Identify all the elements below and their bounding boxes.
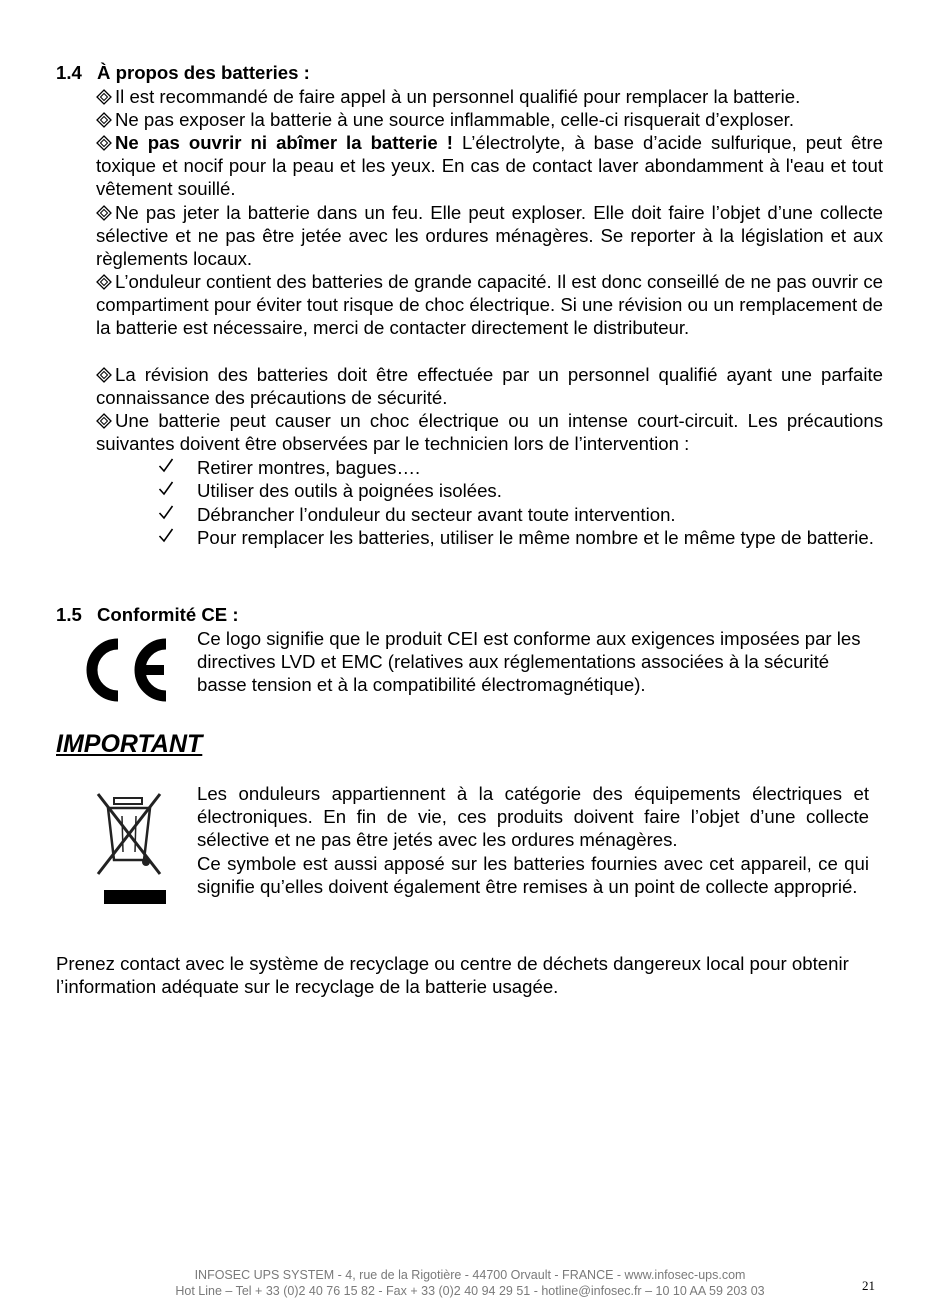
page-number: 21 (862, 1278, 875, 1293)
check-icon (158, 526, 174, 549)
bullet-text: Ne pas exposer la batterie à une source inflammable, celle-ci risquerait d’exploser. (115, 109, 795, 130)
crossed-out-bin-icon (94, 790, 170, 925)
checklist-item: Retirer montres, bagues…. (197, 457, 421, 478)
bullet-item (96, 85, 883, 108)
diamond-arrow-icon (96, 87, 112, 103)
bullet-item (96, 108, 883, 131)
diamond-arrow-icon (96, 203, 112, 219)
footer-line-1: INFOSEC UPS SYSTEM - 4, rue de la Rigotière - 44700 Orvault - FRANCE - www.infosec-ups.com (194, 1268, 746, 1282)
section-1-4-heading (56, 61, 310, 84)
bullet-text: Il est recommandé de faire appel à un personnel qualifié pour remplacer la batterie. (115, 86, 801, 107)
important-heading: IMPORTANT (56, 730, 203, 758)
section-title: Conformité CE : (97, 604, 239, 625)
ce-mark-icon (80, 636, 172, 709)
checklist-item: Utiliser des outils à poignées isolées. (197, 480, 502, 501)
bullet-text: Ne pas jeter la batterie dans un feu. Elle peut exploser. Elle doit faire l’objet d’une collecte sélective et ne pas être jetée avec les ordures ménagères. Se reporter à la législation et aux règlements locaux. (96, 202, 883, 270)
bullet-text: Une batterie peut causer un choc électrique ou un intense court-circuit. Les précautions suivantes doivent être observées par le technicien lors de l’intervention : (96, 410, 883, 455)
checklist-item: Pour remplacer les batteries, utiliser le même nombre et le même type de batterie. (197, 527, 874, 548)
diamond-arrow-icon (96, 133, 112, 149)
bullet-item (96, 270, 883, 340)
bullet-bold-text: Ne pas ouvrir ni abîmer la batterie ! (115, 132, 453, 153)
diamond-arrow-icon (96, 272, 112, 288)
bullet-item (96, 409, 883, 455)
diamond-arrow-icon (96, 365, 112, 381)
section-title: À propos des batteries : (97, 62, 310, 83)
bullet-item (96, 131, 883, 201)
checklist-item: Débrancher l’onduleur du secteur avant toute intervention. (197, 504, 676, 525)
footer-line-2: Hot Line – Tel + 33 (0)2 40 76 15 82 - Fax + 33 (0)2 40 94 29 51 - hotline@infosec.fr – 10 10 AA 59 203 03 (175, 1284, 765, 1298)
check-icon (158, 503, 174, 526)
weee-text-1: Les onduleurs appartiennent à la catégorie des équipements électriques et électroniques. En fin de vie, ces produits doivent faire l’objet d’une collecte sélective et ne pas être jetés avec les ordures ménagères. (197, 783, 869, 851)
closing-paragraph: Prenez contact avec le système de recyclage ou centre de déchets dangereux local pour obtenir l’information adéquate sur le recyclage de la batterie usagée. (56, 953, 849, 998)
section-number: 1.4 (56, 62, 82, 83)
bullet-item (96, 201, 883, 271)
check-icon (158, 456, 174, 479)
section-number: 1.5 (56, 604, 82, 625)
diamond-arrow-icon (96, 411, 112, 427)
bullet-text: L’électrolyte, à base d’acide sulfurique, peut être toxique et nocif pour la peau et les yeux. En cas de contact laver abondamment à l'eau et tout vêtement souillé. (96, 132, 883, 200)
bullet-item (96, 363, 883, 409)
check-icon (158, 479, 174, 502)
weee-text-2: Ce symbole est aussi apposé sur les batteries fournies avec cet appareil, ce qui signifie qu’elles doivent également être remises à un point de collecte approprié. (197, 852, 869, 897)
bullet-text: L’onduleur contient des batteries de grande capacité. Il est donc conseillé de ne pas ouvrir ce compartiment pour éviter tout risque de choc électrique. Si une révision ou un remplacement de la batterie est nécessaire, merci de contacter directement le distributeur. (96, 271, 883, 339)
section-1-5-heading (56, 603, 239, 626)
ce-description: Ce logo signifie que le produit CEI est conforme aux exigences imposées par les directives LVD et EMC (relatives aux réglementations associées à la sécurité basse tension et à la compatibilité électromagnétique). (197, 628, 861, 696)
weee-description (197, 782, 869, 898)
bullet-text: La révision des batteries doit être effectuée par un personnel qualifié ayant une parfaite connaissance des précautions de sécurité. (96, 364, 883, 409)
diamond-arrow-icon (96, 110, 112, 126)
